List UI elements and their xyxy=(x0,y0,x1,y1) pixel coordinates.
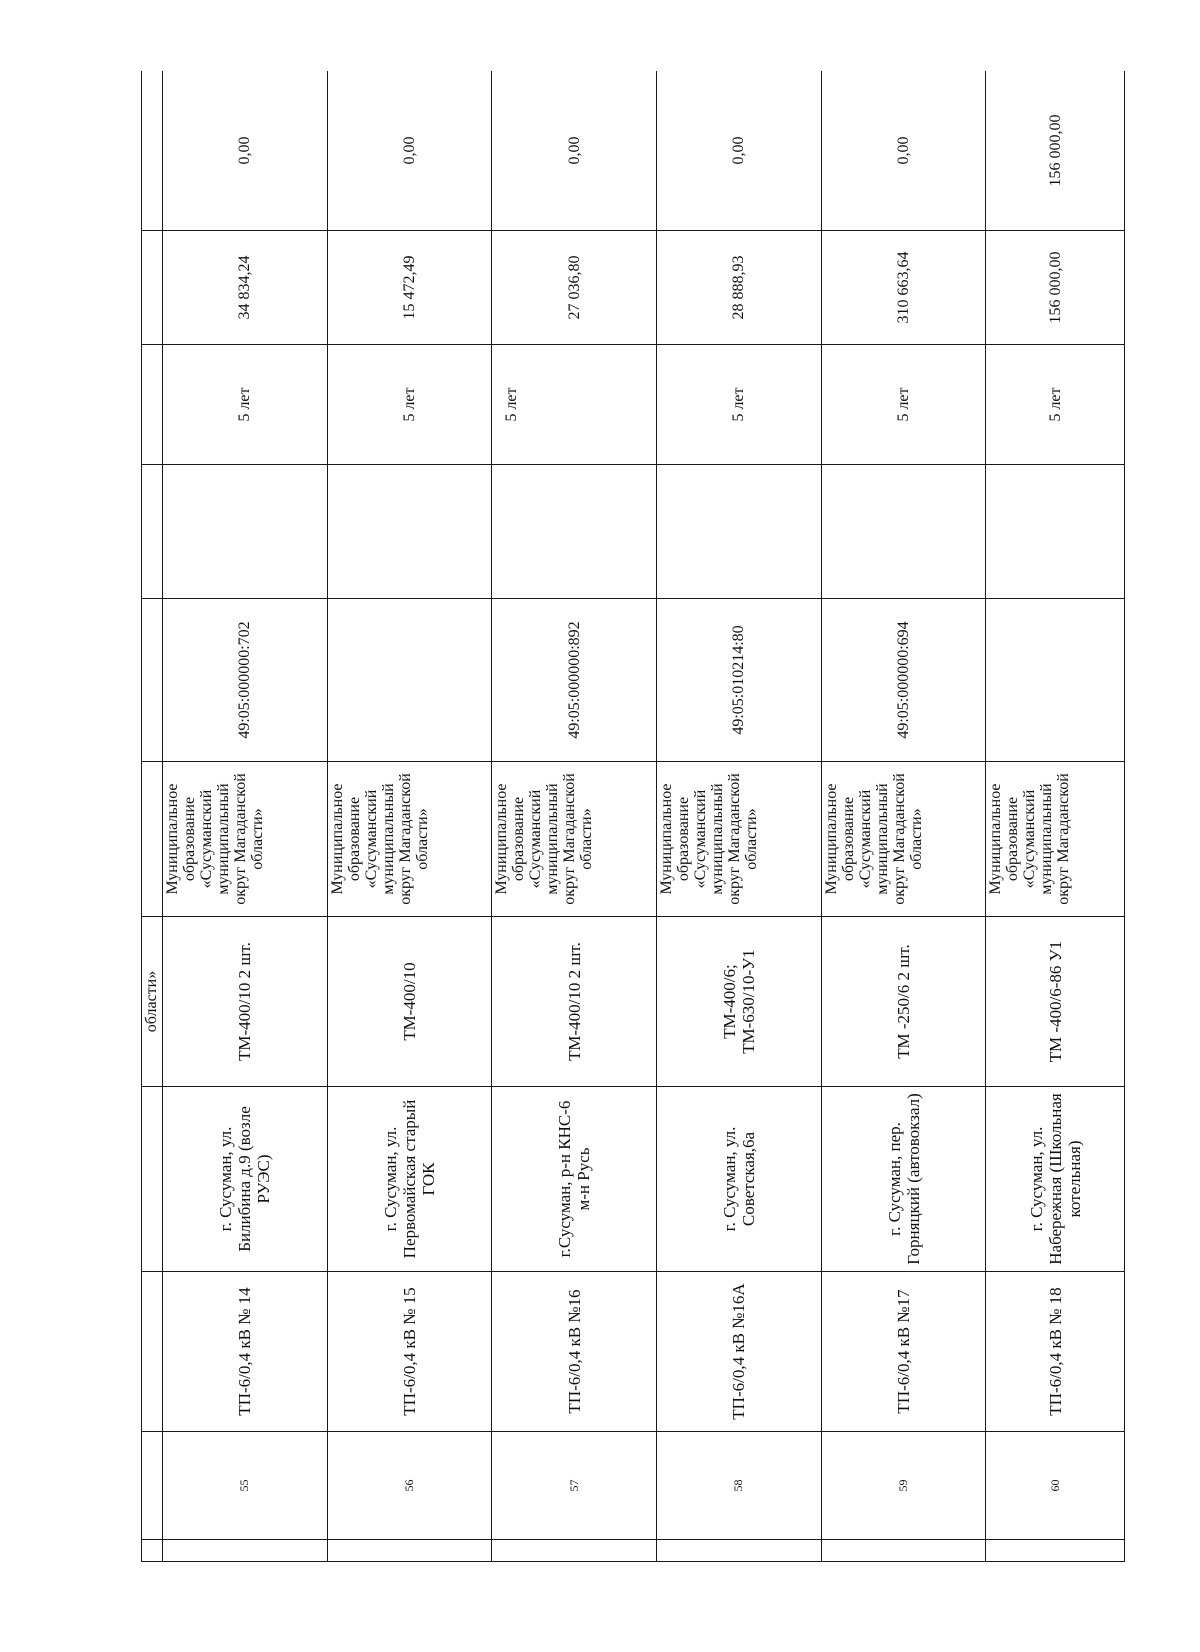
owner: Муниципальное образование «Сусуманский муниципальный округ Магаданской области» xyxy=(821,762,986,917)
empty-cell xyxy=(986,465,1125,599)
table-row xyxy=(821,71,986,1562)
object-address: г.Сусуман, р-н КНС-6 м-н Русь xyxy=(492,1087,657,1272)
object-name: ТП-6/0,4 кВ №16А xyxy=(657,1272,822,1432)
object-address: г. Сусуман, ул. Билибина д.9 (возле РУЭС) xyxy=(163,1087,328,1272)
owner: Муниципальное образование «Сусуманский муниципальный округ Магаданской области» xyxy=(327,762,492,917)
residual-value: 0,00 xyxy=(327,71,492,231)
object-address: г. Сусуман, пер. Горняцкий (автовокзал) xyxy=(821,1087,986,1272)
owner: Муниципальное образование «Сусуманский муниципальный округ Магаданской области» xyxy=(657,762,822,917)
row-number: 60 xyxy=(986,1432,1125,1540)
equipment: ТМ-400/6; ТМ-630/10-У1 xyxy=(657,917,822,1087)
table-row xyxy=(492,71,657,1562)
cadastral-number: 49:05:000000:892 xyxy=(492,599,657,762)
object-address: г. Сусуман, ул. Первомайская старый ГОК xyxy=(327,1087,492,1272)
object-name: ТП-6/0,4 кВ № 15 xyxy=(327,1272,492,1432)
empty-cell xyxy=(327,465,492,599)
book-value: 28 888,93 xyxy=(657,231,822,345)
empty-cell xyxy=(163,465,328,599)
table-row xyxy=(986,71,1125,1562)
term: 5 лет xyxy=(163,345,328,465)
empty-cell xyxy=(657,465,822,599)
row-number: 56 xyxy=(327,1432,492,1540)
row-number: 55 xyxy=(163,1432,328,1540)
residual-value: 0,00 xyxy=(821,71,986,231)
term: 5 лет xyxy=(327,345,492,465)
cadastral-number: 49:05:000000:694 xyxy=(821,599,986,762)
object-name: ТП-6/0,4 кВ № 18 xyxy=(986,1272,1125,1432)
object-address: г. Сусуман, ул. Советская,6а xyxy=(657,1087,822,1272)
residual-value: 0,00 xyxy=(657,71,822,231)
cadastral-number: 49:05:010214:80 xyxy=(657,599,822,762)
residual-value: 156 000,00 xyxy=(986,71,1125,231)
empty-cell xyxy=(492,465,657,599)
object-name: ТП-6/0,4 кВ № 14 xyxy=(163,1272,328,1432)
property-register-table xyxy=(141,71,1125,1562)
row-number: 59 xyxy=(821,1432,986,1540)
table-row xyxy=(163,71,328,1562)
residual-value: 0,00 xyxy=(163,71,328,231)
table-row xyxy=(657,71,822,1562)
term: 5 лет xyxy=(986,345,1125,465)
equipment: ТМ -250/6 2 шт. xyxy=(821,917,986,1087)
term: 5 лет xyxy=(821,345,986,465)
owner: Муниципальное образование «Сусуманский муниципальный округ Магаданской области» xyxy=(163,762,328,917)
equipment: ТМ-400/10 2 шт. xyxy=(492,917,657,1087)
term: 5 лет xyxy=(657,345,822,465)
continuation-row xyxy=(142,71,163,1562)
owner: Муниципальное образование «Сусуманский муниципальный округ Магаданской области» xyxy=(492,762,657,917)
equipment: ТМ -400/6-86 У1 xyxy=(986,917,1125,1087)
equipment: ТМ-400/10 xyxy=(327,917,492,1087)
book-value: 310 663,64 xyxy=(821,231,986,345)
object-name: ТП-6/0,4 кВ №17 xyxy=(821,1272,986,1432)
table-row xyxy=(327,71,492,1562)
row-number: 57 xyxy=(492,1432,657,1540)
book-value: 34 834,24 xyxy=(163,231,328,345)
equipment: ТМ-400/10 2 шт. xyxy=(163,917,328,1087)
book-value: 27 036,80 xyxy=(492,231,657,345)
header-continuation-cell: области» xyxy=(142,917,163,1087)
empty-cell xyxy=(821,465,986,599)
owner: Муниципальное образование «Сусуманский муниципальный округ Магаданской xyxy=(986,762,1125,917)
object-address: г. Сусуман, ул. Набережная (Школьная котельная) xyxy=(986,1087,1125,1272)
cadastral-number: 49:05:000000:702 xyxy=(163,599,328,762)
book-value: 156 000,00 xyxy=(986,231,1125,345)
book-value: 15 472,49 xyxy=(327,231,492,345)
residual-value: 0,00 xyxy=(492,71,657,231)
term: 5 лет xyxy=(492,345,657,465)
row-number: 58 xyxy=(657,1432,822,1540)
cadastral-number xyxy=(986,599,1125,762)
scanned-page xyxy=(141,71,1125,1562)
rotated-table-container xyxy=(141,71,1125,1562)
object-name: ТП-6/0,4 кВ №16 xyxy=(492,1272,657,1432)
cadastral-number xyxy=(327,599,492,762)
